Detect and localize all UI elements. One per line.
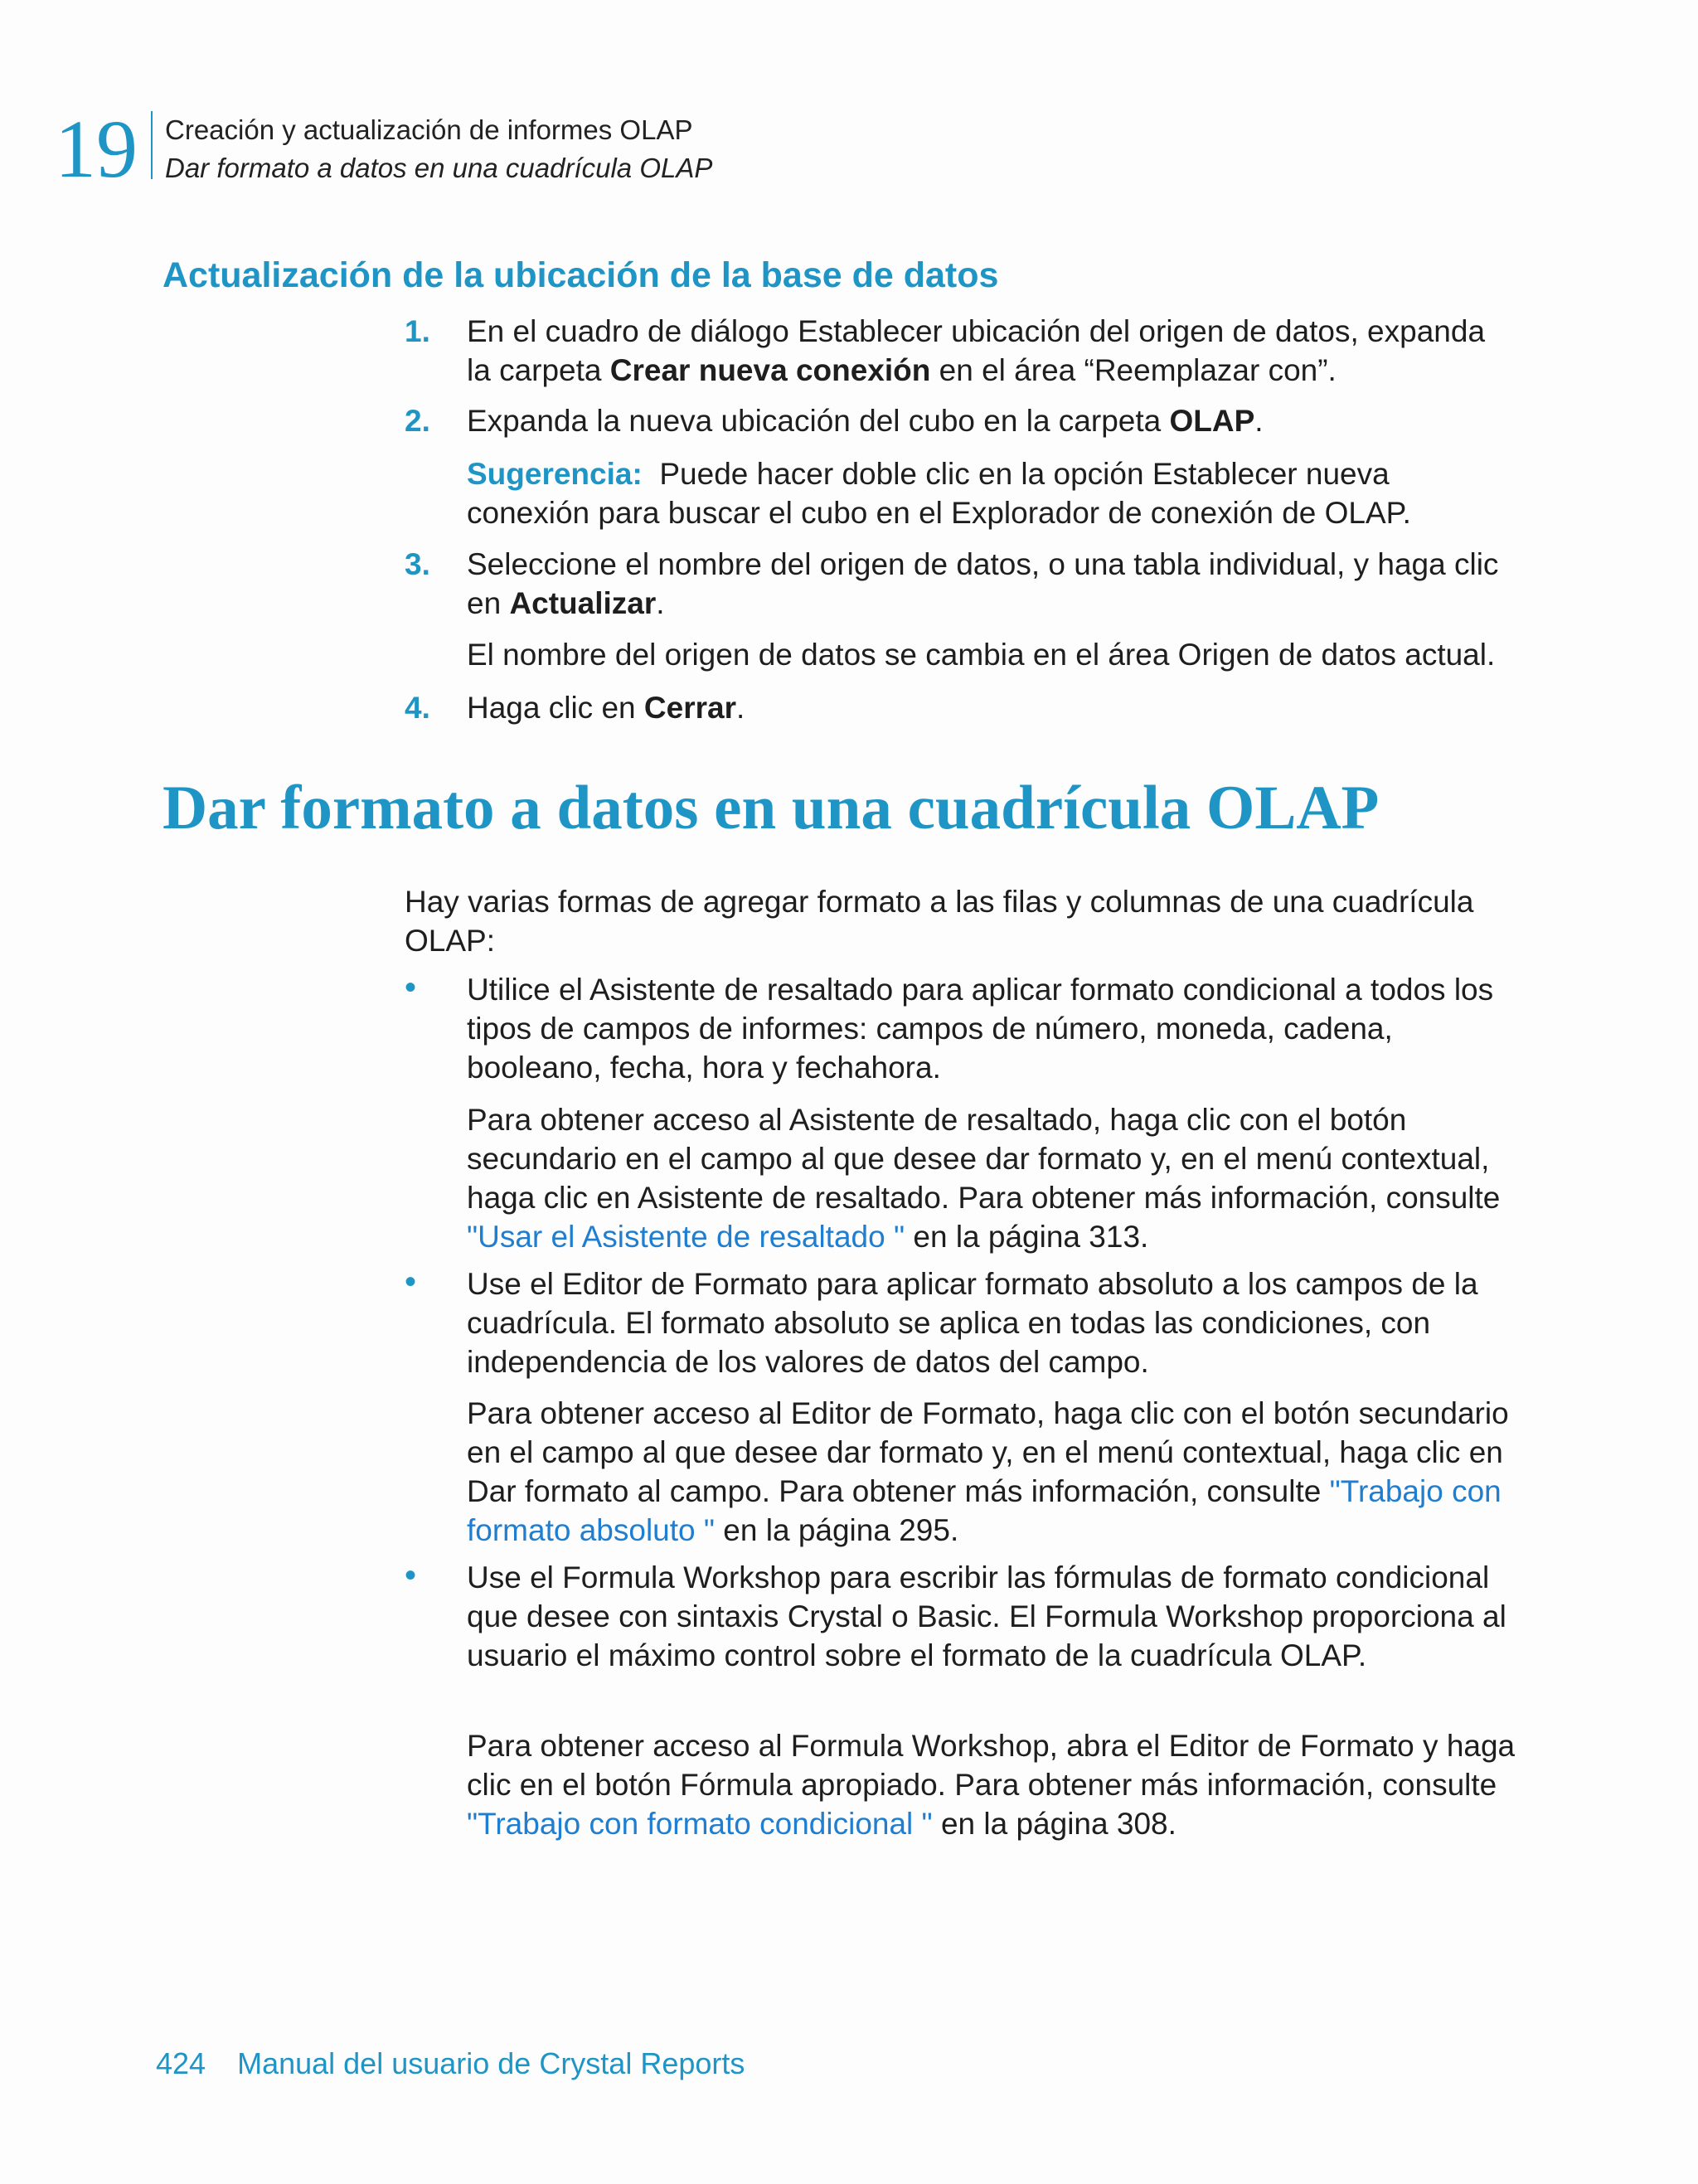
bullet-note-2: [467, 1394, 1516, 1550]
cross-reference-link[interactable]: "Trabajo con formato condicional ": [467, 1807, 933, 1841]
note-text: Para obtener acceso al Editor de Formato, haga clic con el botón secundario en el campo al que desee dar formato y, en el menú contextual, haga clic en Dar formato al campo. Para obtener más información, consulte: [467, 1396, 1509, 1508]
step-text-end: en el área “Reemplazar con”.: [930, 353, 1337, 387]
list-item-step-3: [405, 545, 1516, 623]
step-number: 2.: [405, 404, 430, 438]
step-number: 1.: [405, 314, 430, 348]
step-text-end: .: [735, 691, 745, 725]
list-item-step-1: [405, 312, 1516, 390]
step-text: Expanda la nueva ubicación del cubo en la carpeta: [467, 404, 1170, 438]
step-3-note: El nombre del origen de datos se cambia en el área Origen de datos actual.: [467, 638, 1496, 672]
step-number: 4.: [405, 691, 430, 725]
bullet-icon: •: [405, 1264, 417, 1300]
step-text-end: .: [1254, 404, 1264, 438]
step-bold: Actualizar: [509, 586, 657, 620]
tip-label: Sugerencia:: [467, 457, 643, 491]
running-title: Creación y actualización de informes OLAP: [165, 114, 693, 145]
book-title: Manual del usuario de Crystal Reports: [237, 2046, 745, 2080]
cross-reference-link[interactable]: "Usar el Asistente de resaltado ": [467, 1220, 905, 1254]
chapter-number: 19: [55, 103, 138, 195]
main-heading: Dar formato a datos en una cuadrícula OLAP: [163, 774, 1380, 842]
page-number: 424: [156, 2046, 206, 2080]
note-text: Para obtener acceso al Asistente de resaltado, haga clic con el botón secundario en el campo al que desee dar formato y, en el menú contextual, haga clic en Asistente de resaltado. Para obtener más información, consulte: [467, 1103, 1501, 1215]
bullet-note-3: [467, 1726, 1516, 1843]
step-bold: Cerrar: [643, 691, 736, 725]
step-bold: Crear nueva conexión: [609, 353, 931, 387]
step-text: Haga clic en: [467, 691, 644, 725]
tip-text: Puede hacer doble clic en la opción Establecer nueva conexión para buscar el cubo en el Explorador de conexión de OLAP.: [467, 457, 1411, 530]
step-bold: OLAP: [1169, 404, 1255, 438]
step-text: En el cuadro de diálogo Establecer ubicación del origen de datos, expanda la carpeta: [467, 314, 1486, 387]
note-text-end: en la página 313.: [905, 1220, 1149, 1254]
bullet-icon: •: [405, 969, 417, 1006]
bullet-text: Use el Formula Workshop para escribir las fórmulas de formato condicional que desee con sintaxis Crystal o Basic. El Formula Workshop proporciona al usuario el máximo control sobre el formato de la cuadrícula OLAP.: [467, 1560, 1506, 1672]
step-text: Seleccione el nombre del origen de datos, o una tabla individual, y haga clic en: [467, 547, 1499, 620]
bullet-item-3: [405, 1558, 1516, 1675]
bullet-item-2: [405, 1264, 1516, 1381]
note-text: Para obtener acceso al Formula Workshop, abra el Editor de Formato y haga clic en el botón Fórmula apropiado. Para obtener más información, consulte: [467, 1729, 1516, 1802]
bullet-icon: •: [405, 1557, 417, 1594]
bullet-text: Utilice el Asistente de resaltado para aplicar formato condicional a todos los tipos de campos de informes: campos de número, moneda, cadena, booleano, fecha, hora y fechahora.: [467, 973, 1494, 1085]
note-text-end: en la página 308.: [932, 1807, 1176, 1841]
list-item-step-4: [405, 688, 1516, 727]
bullet-text: Use el Editor de Formato para aplicar formato absoluto a los campos de la cuadrícula. El formato absoluto se aplica en todas las condiciones, con independencia de los valores de datos del campo.: [467, 1267, 1478, 1379]
list-item-step-2: [405, 401, 1516, 440]
bullet-item-1: [405, 970, 1516, 1087]
bullet-note-1: [467, 1100, 1516, 1256]
running-subtitle: Dar formato a datos en una cuadrícula OLAP: [165, 153, 713, 183]
intro-paragraph: Hay varias formas de agregar formato a las filas y columnas de una cuadrícula OLAP:: [405, 885, 1474, 958]
section-heading: Actualización de la ubicación de la base de datos: [163, 255, 999, 295]
note-text-end: en la página 295.: [715, 1513, 959, 1547]
step-number: 3.: [405, 547, 430, 581]
step-text-end: .: [656, 586, 665, 620]
cross-reference-link[interactable]: "Trabajo con formato absoluto ": [467, 1474, 1502, 1547]
page-footer: [156, 2043, 745, 2085]
tip-paragraph: [467, 454, 1516, 532]
chapter-divider: [151, 111, 153, 179]
